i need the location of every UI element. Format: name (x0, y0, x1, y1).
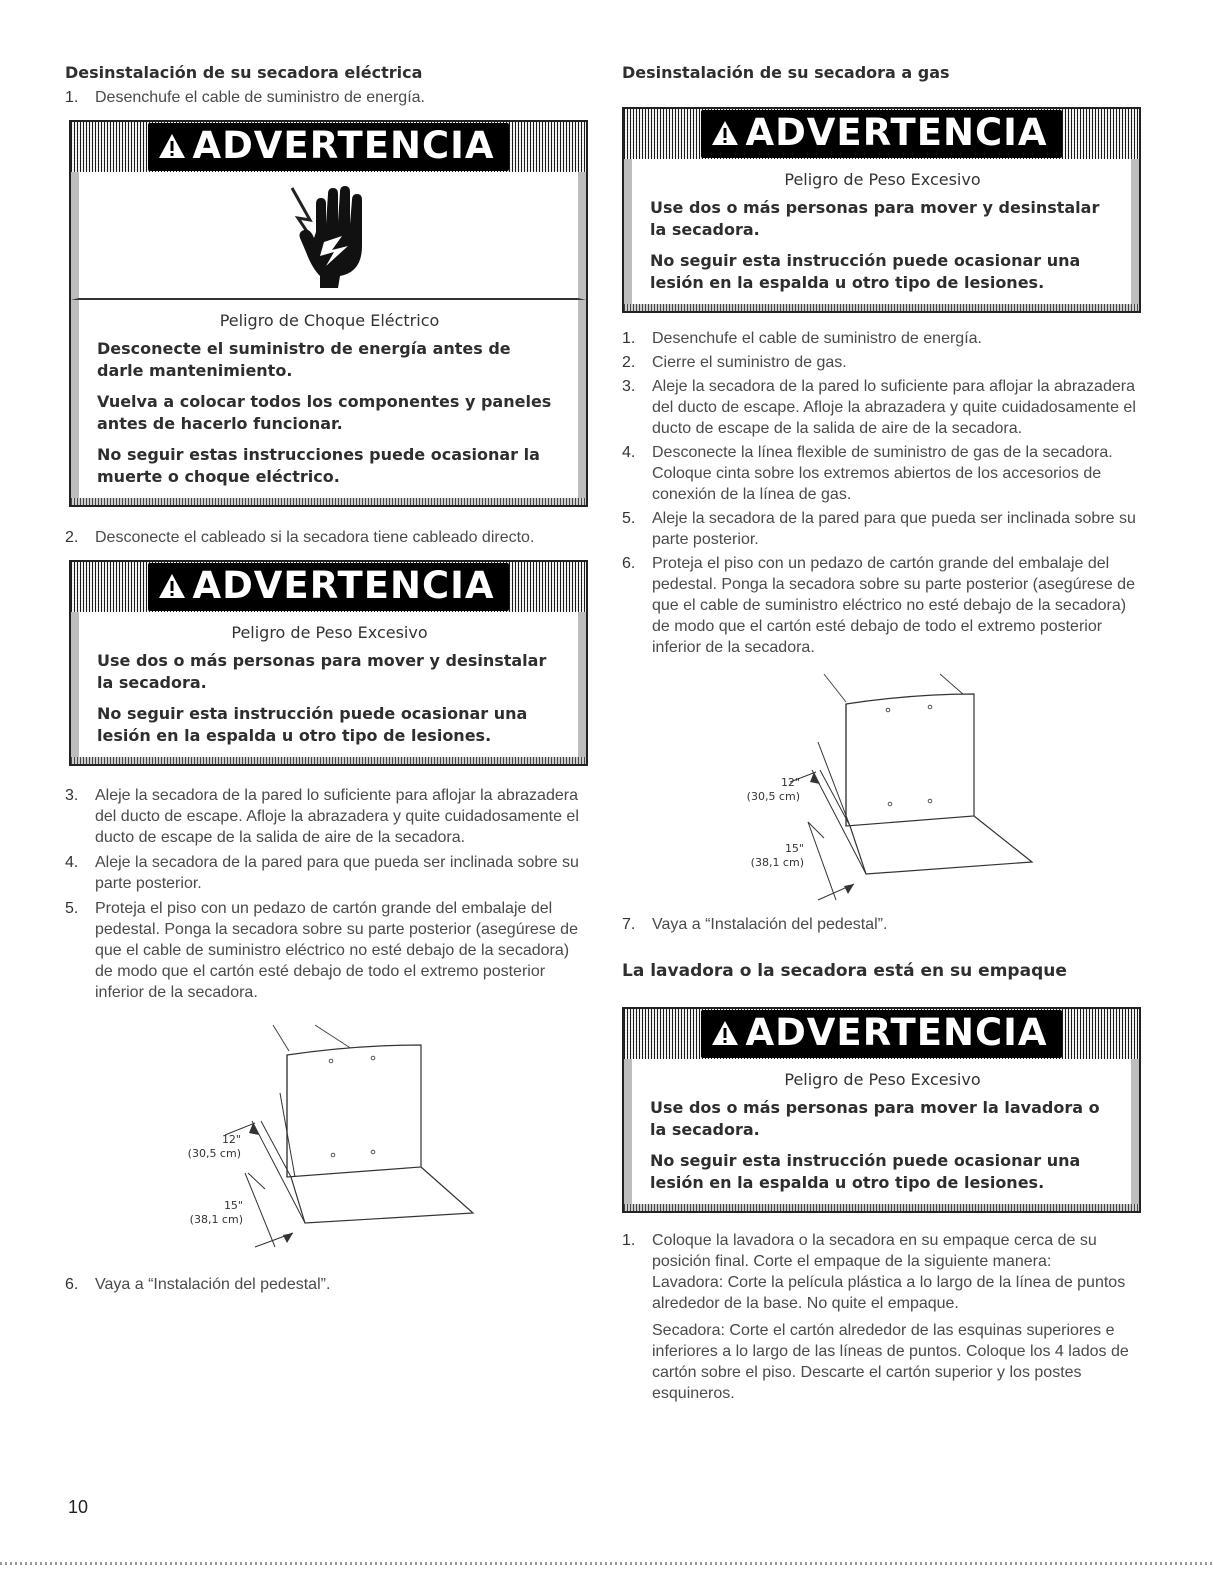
step-number: 5 . (65, 898, 78, 919)
step-item (65, 527, 590, 548)
dryer-instruction: Secadora: Corte el cartón alrededor de las esquinas superiores e inferiores a lo largo de las líneas de puntos. Coloque los 4 lados de cartón sobre el piso. Descarte el cartón superior y los postes esquineros. (652, 1322, 1129, 1402)
dimension-value-cm: (30,5 cm) (746, 790, 800, 803)
warning-title-badge (148, 563, 508, 611)
dryer-tilt-figure (65, 1023, 590, 1268)
hazard-name: Peligro de Peso Excesivo (784, 1070, 981, 1089)
step-number: 5 . (622, 508, 635, 529)
page-number: 10 (68, 1497, 89, 1517)
dryer-tilt-figure (622, 672, 1147, 912)
warning-title-text: ADVERTENCIA (745, 1011, 1048, 1054)
dimension-value-in: 15" (784, 842, 804, 855)
hazard-name: Peligro de Peso Excesivo (784, 170, 981, 189)
step-number: 4 . (65, 852, 78, 873)
warning-title-badge (148, 123, 508, 171)
step-number: 6 . (622, 553, 635, 574)
step-text: Proteja el piso con un pedazo de cartón grande del embalaje del pedestal. Ponga la secadora sobre su parte posterior (asegúrese de que el cable de suministro eléctrico no esté debajo de la secadora) de modo que el cartón esté debajo de todo el extremo posterior inferior de la secadora. (652, 555, 1135, 656)
warning-line: No seguir esta instrucción puede ocasionar una lesión en la espalda u otro tipo de lesiones. (650, 251, 1081, 292)
dimension-value-cm: (38,1 cm) (750, 856, 804, 869)
warning-title-text: ADVERTENCIA (192, 124, 495, 167)
step-text: Desenchufe el cable de suministro de energía. (95, 89, 425, 106)
left-column (65, 62, 590, 1295)
step-text: Cierre el suministro de gas. (652, 354, 847, 371)
step-item (622, 553, 1147, 658)
dryer-on-cardboard-illustration (622, 672, 1147, 912)
hazard-name: Peligro de Choque Eléctrico (219, 311, 440, 330)
step-number: 1 . (65, 87, 78, 108)
warning-line: Use dos o más personas para mover y desinstalar la secadora. (650, 198, 1100, 239)
section-heading-electric: Desinstalación de su secadora eléctrica (65, 63, 423, 82)
shock-icon-panel (71, 172, 586, 300)
dimension-label (730, 776, 800, 804)
hazard-name: Peligro de Peso Excesivo (231, 623, 428, 642)
step-item (622, 352, 1147, 373)
step-text: Coloque la lavadora o la secadora en su empaque cerca de su posición final. Corte el empaque de la siguiente manera: (652, 1232, 1097, 1270)
step-item (65, 898, 590, 1003)
warning-title-text: ADVERTENCIA (192, 564, 495, 607)
warning-banner (624, 109, 1139, 159)
warning-triangle-icon (158, 133, 186, 159)
warning-line: Desconecte el suministro de energía antes de darle mantenimiento. (97, 339, 511, 380)
warning-box-excess-weight (622, 1007, 1141, 1213)
dimension-label (167, 1199, 243, 1227)
warning-title-text: ADVERTENCIA (745, 111, 1048, 154)
step-item (65, 852, 590, 894)
warning-box-excess-weight (69, 560, 588, 766)
dimension-value-in: 15" (223, 1199, 243, 1212)
dimension-label (728, 842, 804, 870)
electric-shock-hand-icon (284, 180, 374, 290)
warning-line: Use dos o más personas para mover la lavadora o la secadora. (650, 1098, 1100, 1139)
warning-line: No seguir esta instrucción puede ocasionar una lesión en la espalda u otro tipo de lesiones. (97, 704, 528, 745)
dimension-value-cm: (30,5 cm) (187, 1147, 241, 1160)
step-number: 7 . (622, 914, 635, 935)
dryer-on-cardboard-illustration (65, 1023, 590, 1268)
warning-title-badge (701, 1010, 1061, 1058)
washer-instruction: Lavadora: Corte la película plástica a lo largo de la línea de puntos alrededor de la base. No quite el empaque. (652, 1274, 1126, 1312)
step-item (65, 87, 590, 108)
step-item (65, 1274, 590, 1295)
step-item (622, 376, 1147, 439)
dimension-value-in: 12" (221, 1133, 241, 1146)
step-number: 1 . (622, 1230, 635, 1251)
step-item (65, 785, 590, 848)
step-item (622, 508, 1147, 550)
warning-bottom-rule (624, 304, 1139, 311)
step-text: Aleje la secadora de la pared lo suficiente para aflojar la abrazadera del ducto de escape. Afloje la abrazadera y quite cuidadosamente el ducto de escape de la salida de aire de la secadora. (652, 378, 1136, 437)
step-text: Vaya a “Instalación del pedestal”. (95, 1276, 331, 1293)
step-text: Proteja el piso con un pedazo de cartón grande del embalaje del pedestal. Ponga la secadora sobre su parte posterior (asegúrese de que el cable de suministro eléctrico no esté debajo de la secadora) de modo que el cartón esté debajo de todo el extremo posterior inferior de la secadora. (95, 900, 578, 1001)
step-list (65, 785, 590, 1003)
warning-banner (71, 562, 586, 612)
warning-triangle-icon (711, 1020, 739, 1046)
step-number: 1 . (622, 328, 635, 349)
dimension-value-cm: (38,1 cm) (189, 1213, 243, 1226)
warning-line: No seguir estas instrucciones puede ocasionar la muerte o choque eléctrico. (97, 445, 540, 486)
warning-triangle-icon (711, 120, 739, 146)
step-number: 2 . (622, 352, 635, 373)
step-item (622, 328, 1147, 349)
warning-box-electric-shock (69, 120, 588, 507)
warning-triangle-icon (158, 573, 186, 599)
warning-title-badge (701, 110, 1061, 158)
warning-banner (71, 122, 586, 172)
step-text: Aleje la secadora de la pared lo suficiente para aflojar la abrazadera del ducto de escape. Afloje la abrazadera y quite cuidadosamente el ducto de escape de la salida de aire de la secadora. (95, 787, 579, 846)
warning-banner (624, 1009, 1139, 1059)
step-text: Vaya a “Instalación del pedestal”. (652, 916, 888, 933)
bottom-dotted-rule (0, 1562, 1213, 1565)
warning-line: Vuelva a colocar todos los componentes y paneles antes de hacerlo funcionar. (97, 392, 552, 433)
step-list (622, 328, 1147, 658)
step-item (622, 914, 1147, 935)
warning-bottom-rule (71, 757, 586, 764)
warning-body (624, 1059, 1139, 1204)
step-number: 6 . (65, 1274, 78, 1295)
warning-body (624, 159, 1139, 304)
dimension-label (171, 1133, 241, 1161)
warning-body (71, 300, 586, 498)
step-number: 3 . (622, 376, 635, 397)
right-column (622, 62, 1147, 1404)
step-number: 4 . (622, 442, 635, 463)
step-text: Desconecte la línea flexible de suministro de gas de la secadora. Coloque cinta sobre los extremos abiertos de los accesorios de conexión de la línea de gas. (652, 444, 1113, 503)
warning-line: No seguir esta instrucción puede ocasionar una lesión en la espalda u otro tipo de lesiones. (650, 1151, 1081, 1192)
step-item (622, 1230, 1147, 1272)
warning-line: Use dos o más personas para mover y desinstalar la secadora. (97, 651, 547, 692)
section-heading-gas: Desinstalación de su secadora a gas (622, 63, 950, 82)
warning-body (71, 612, 586, 757)
step-number: 2 . (65, 527, 78, 548)
warning-bottom-rule (624, 1204, 1139, 1211)
step-item (622, 442, 1147, 505)
section-heading-packaging: La lavadora o la secadora está en su empaque (622, 961, 1067, 981)
step-text: Desconecte el cableado si la secadora tiene cableado directo. (95, 529, 535, 546)
step-text: Aleje la secadora de la pared para que pueda ser inclinada sobre su parte posterior. (95, 854, 579, 892)
dimension-value-in: 12" (780, 776, 800, 789)
warning-bottom-rule (71, 498, 586, 505)
step-text: Aleje la secadora de la pared para que pueda ser inclinada sobre su parte posterior. (652, 510, 1136, 548)
warning-box-excess-weight (622, 107, 1141, 313)
step-text: Desenchufe el cable de suministro de energía. (652, 330, 982, 347)
step-number: 3 . (65, 785, 78, 806)
